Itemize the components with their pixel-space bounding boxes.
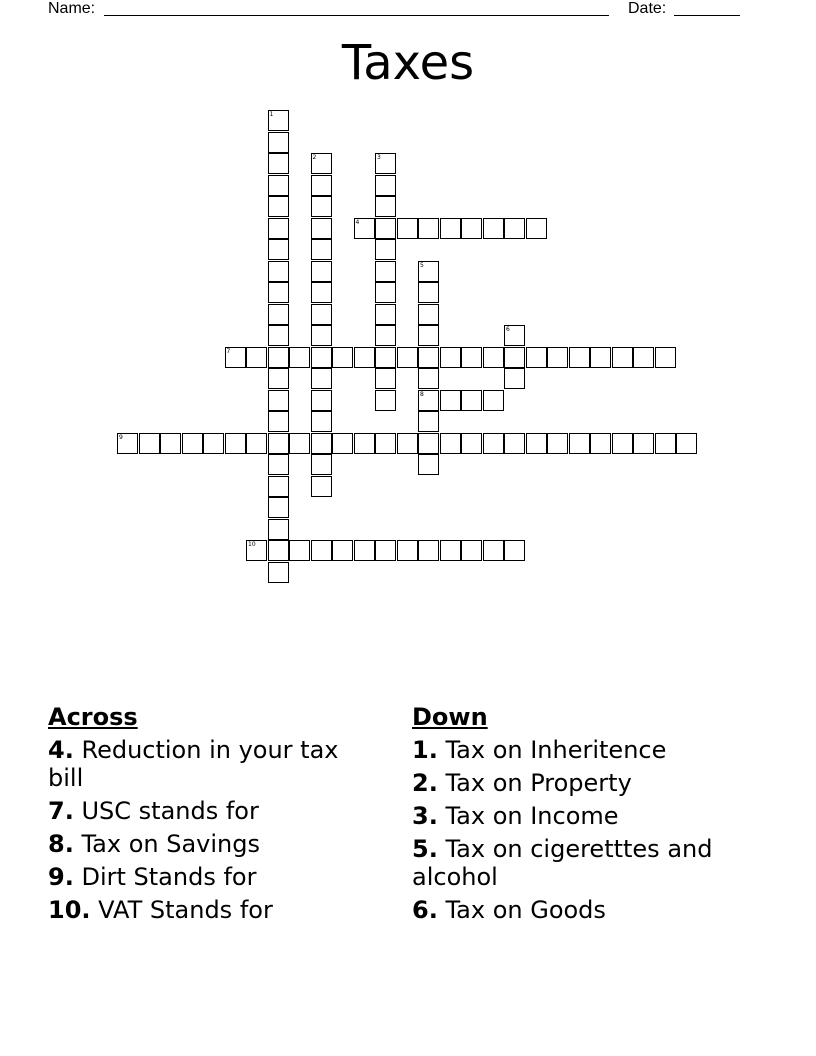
crossword-cell[interactable] xyxy=(311,218,332,239)
crossword-cell[interactable] xyxy=(375,368,396,389)
across-clues xyxy=(48,703,378,929)
crossword-cell[interactable] xyxy=(397,433,418,454)
crossword-cell[interactable] xyxy=(225,433,246,454)
crossword-cell[interactable] xyxy=(526,218,547,239)
cell-number: 8 xyxy=(420,390,424,398)
crossword-cell[interactable] xyxy=(268,476,289,497)
cell-number: 7 xyxy=(226,347,231,355)
crossword-cell[interactable] xyxy=(268,153,289,174)
crossword-cell[interactable] xyxy=(504,347,525,368)
crossword-cell[interactable] xyxy=(504,368,525,389)
crossword-cell[interactable] xyxy=(526,347,547,368)
crossword-cell[interactable] xyxy=(268,282,289,303)
clue-text: Tax on Goods xyxy=(445,896,606,924)
crossword-cell[interactable] xyxy=(375,239,396,260)
crossword-cell[interactable] xyxy=(676,433,697,454)
clue-item xyxy=(412,835,752,891)
crossword-cell[interactable] xyxy=(375,261,396,282)
clue-item xyxy=(48,830,378,858)
page-title: Taxes xyxy=(341,35,475,91)
name-label: Name: xyxy=(48,0,96,17)
crossword-cell[interactable] xyxy=(590,347,611,368)
cell-number: 1 xyxy=(269,111,274,118)
crossword-cell[interactable] xyxy=(268,218,289,239)
clue-text: Tax on cigeretttes and alcohol xyxy=(412,835,713,891)
crossword-cell[interactable] xyxy=(590,433,611,454)
clue-number: 3. xyxy=(412,802,438,830)
crossword-cell[interactable] xyxy=(311,368,332,389)
crossword-cell[interactable] xyxy=(268,239,289,260)
crossword-cell[interactable] xyxy=(440,218,461,239)
crossword-cell[interactable] xyxy=(268,519,289,540)
crossword-cell[interactable] xyxy=(139,433,160,454)
crossword-cell[interactable] xyxy=(311,282,332,303)
crossword-cell[interactable] xyxy=(547,347,568,368)
crossword-cell[interactable] xyxy=(483,347,504,368)
crossword-cell[interactable] xyxy=(225,347,246,368)
crossword-cell[interactable] xyxy=(397,540,418,561)
crossword-cell[interactable] xyxy=(547,433,568,454)
clue-item xyxy=(48,736,378,792)
crossword-cell[interactable] xyxy=(483,390,504,411)
across-heading: Across xyxy=(48,703,138,731)
crossword-cell[interactable] xyxy=(375,153,396,174)
crossword-cell[interactable] xyxy=(375,175,396,196)
crossword-cell[interactable] xyxy=(461,347,482,368)
crossword-cell[interactable] xyxy=(311,390,332,411)
crossword-cell[interactable] xyxy=(375,196,396,217)
crossword-cell[interactable] xyxy=(268,325,289,346)
crossword-cell[interactable] xyxy=(418,454,439,475)
crossword-cell[interactable] xyxy=(375,304,396,325)
date-label: Date: xyxy=(628,0,667,17)
cell-number: 2 xyxy=(312,154,317,161)
crossword-cell[interactable] xyxy=(440,390,461,411)
crossword-cell[interactable] xyxy=(246,540,267,561)
crossword-cell[interactable] xyxy=(440,433,461,454)
crossword-cell[interactable] xyxy=(612,433,633,454)
clue-number: 5. xyxy=(412,835,438,863)
crossword-cell[interactable] xyxy=(268,390,289,411)
crossword-cell[interactable] xyxy=(311,325,332,346)
crossword-cell[interactable] xyxy=(375,390,396,411)
clue-number: 8. xyxy=(48,830,74,858)
crossword-cell[interactable] xyxy=(246,347,267,368)
crossword-cell[interactable] xyxy=(655,347,676,368)
clue-item xyxy=(48,896,378,924)
crossword-cell[interactable] xyxy=(655,433,676,454)
clue-text: Tax on Income xyxy=(445,802,619,830)
crossword-cell[interactable] xyxy=(311,433,332,454)
clue-text: VAT Stands for xyxy=(98,896,273,924)
crossword-cell[interactable] xyxy=(461,540,482,561)
crossword-cell[interactable] xyxy=(418,433,439,454)
crossword-cell[interactable] xyxy=(311,476,332,497)
crossword-cell[interactable] xyxy=(268,562,289,583)
crossword-cell[interactable] xyxy=(311,411,332,432)
crossword-cell[interactable] xyxy=(289,540,310,561)
crossword-cell[interactable] xyxy=(311,347,332,368)
crossword-cell[interactable] xyxy=(418,304,439,325)
clue-number: 6. xyxy=(412,896,438,924)
crossword-cell[interactable] xyxy=(504,433,525,454)
crossword-cell[interactable] xyxy=(203,433,224,454)
crossword-cell[interactable] xyxy=(354,347,375,368)
cell-number: 10 xyxy=(248,541,256,548)
cell-number: 6 xyxy=(506,326,510,333)
crossword-cell[interactable] xyxy=(289,347,310,368)
crossword-cell[interactable] xyxy=(268,497,289,518)
crossword-cell[interactable] xyxy=(354,433,375,454)
crossword-cell[interactable] xyxy=(268,304,289,325)
crossword-cell[interactable] xyxy=(117,433,138,454)
crossword-cell[interactable] xyxy=(418,390,439,411)
crossword-cell[interactable] xyxy=(311,175,332,196)
crossword-cell[interactable] xyxy=(418,261,439,282)
clue-number: 10. xyxy=(48,896,91,924)
crossword-cell[interactable] xyxy=(268,196,289,217)
crossword-cell[interactable] xyxy=(311,304,332,325)
crossword-cell[interactable] xyxy=(612,347,633,368)
crossword-cell[interactable] xyxy=(268,411,289,432)
down-clues xyxy=(412,703,752,929)
clue-number: 1. xyxy=(412,736,438,764)
crossword-cell[interactable] xyxy=(504,325,525,346)
crossword-cell[interactable] xyxy=(268,433,289,454)
crossword-cell[interactable] xyxy=(633,347,654,368)
crossword-cell[interactable] xyxy=(418,218,439,239)
clue-text: Tax on Inheritence xyxy=(445,736,667,764)
crossword-cell[interactable] xyxy=(526,433,547,454)
cell-number: 5 xyxy=(420,261,424,269)
crossword-cell[interactable] xyxy=(461,390,482,411)
clue-item xyxy=(412,896,752,924)
crossword-cell[interactable] xyxy=(182,433,203,454)
crossword-cell[interactable] xyxy=(633,433,654,454)
crossword-cell[interactable] xyxy=(354,218,375,239)
crossword-cell[interactable] xyxy=(569,347,590,368)
crossword-cell[interactable] xyxy=(418,347,439,368)
crossword-cell[interactable] xyxy=(418,540,439,561)
crossword-cell[interactable] xyxy=(268,454,289,475)
clue-text: Tax on Savings xyxy=(81,830,260,858)
crossword-cell[interactable] xyxy=(311,239,332,260)
crossword-cell[interactable] xyxy=(483,218,504,239)
crossword-cell[interactable] xyxy=(397,218,418,239)
crossword-cell[interactable] xyxy=(375,347,396,368)
clue-item xyxy=(412,769,752,797)
crossword-cell[interactable] xyxy=(397,347,418,368)
cell-number: 3 xyxy=(377,154,381,161)
clue-text: Reduction in your tax bill xyxy=(48,736,339,792)
clue-number: 9. xyxy=(48,863,74,891)
cell-number: 4 xyxy=(355,218,360,226)
crossword-cell[interactable] xyxy=(418,368,439,389)
clue-number: 7. xyxy=(48,797,74,825)
crossword-cell[interactable] xyxy=(375,540,396,561)
crossword-cell[interactable] xyxy=(418,325,439,346)
crossword-cell[interactable] xyxy=(461,218,482,239)
crossword-cell[interactable] xyxy=(332,433,353,454)
crossword-cell[interactable] xyxy=(268,175,289,196)
crossword-cell[interactable] xyxy=(375,325,396,346)
crossword-cell[interactable] xyxy=(418,411,439,432)
crossword-cell[interactable] xyxy=(483,433,504,454)
crossword-cell[interactable] xyxy=(375,433,396,454)
crossword-cell[interactable] xyxy=(418,282,439,303)
crossword-cell[interactable] xyxy=(504,540,525,561)
crossword-cell[interactable] xyxy=(311,261,332,282)
crossword-cell[interactable] xyxy=(160,433,181,454)
crossword-cell[interactable] xyxy=(311,196,332,217)
down-heading: Down xyxy=(412,703,488,731)
crossword-cell[interactable] xyxy=(375,218,396,239)
crossword-cell[interactable] xyxy=(268,347,289,368)
clue-item xyxy=(48,797,378,825)
clue-item xyxy=(48,863,378,891)
clue-text: Tax on Property xyxy=(445,769,632,797)
crossword-cell[interactable] xyxy=(311,454,332,475)
clue-item xyxy=(412,802,752,830)
crossword-cell[interactable] xyxy=(332,347,353,368)
clue-number: 4. xyxy=(48,736,74,764)
crossword-cell[interactable] xyxy=(332,540,353,561)
clue-item xyxy=(412,736,752,764)
crossword-cell[interactable] xyxy=(440,347,461,368)
crossword-cell[interactable] xyxy=(461,433,482,454)
crossword-cell[interactable] xyxy=(311,540,332,561)
crossword-cell[interactable] xyxy=(354,540,375,561)
clue-text: Dirt Stands for xyxy=(81,863,257,891)
crossword-cell[interactable] xyxy=(504,218,525,239)
crossword-cell[interactable] xyxy=(483,540,504,561)
crossword-cell[interactable] xyxy=(246,433,267,454)
clue-number: 2. xyxy=(412,769,438,797)
crossword-cell[interactable] xyxy=(289,433,310,454)
crossword-cell[interactable] xyxy=(268,261,289,282)
crossword-cell[interactable] xyxy=(268,540,289,561)
crossword-cell[interactable] xyxy=(268,368,289,389)
crossword-cell[interactable] xyxy=(375,282,396,303)
clue-text: USC stands for xyxy=(81,797,259,825)
crossword-cell[interactable] xyxy=(569,433,590,454)
crossword-cell[interactable] xyxy=(268,132,289,153)
cell-number: 9 xyxy=(119,433,123,441)
crossword-cell[interactable] xyxy=(311,153,332,174)
crossword-cell[interactable] xyxy=(268,110,289,131)
crossword-cell[interactable] xyxy=(440,540,461,561)
